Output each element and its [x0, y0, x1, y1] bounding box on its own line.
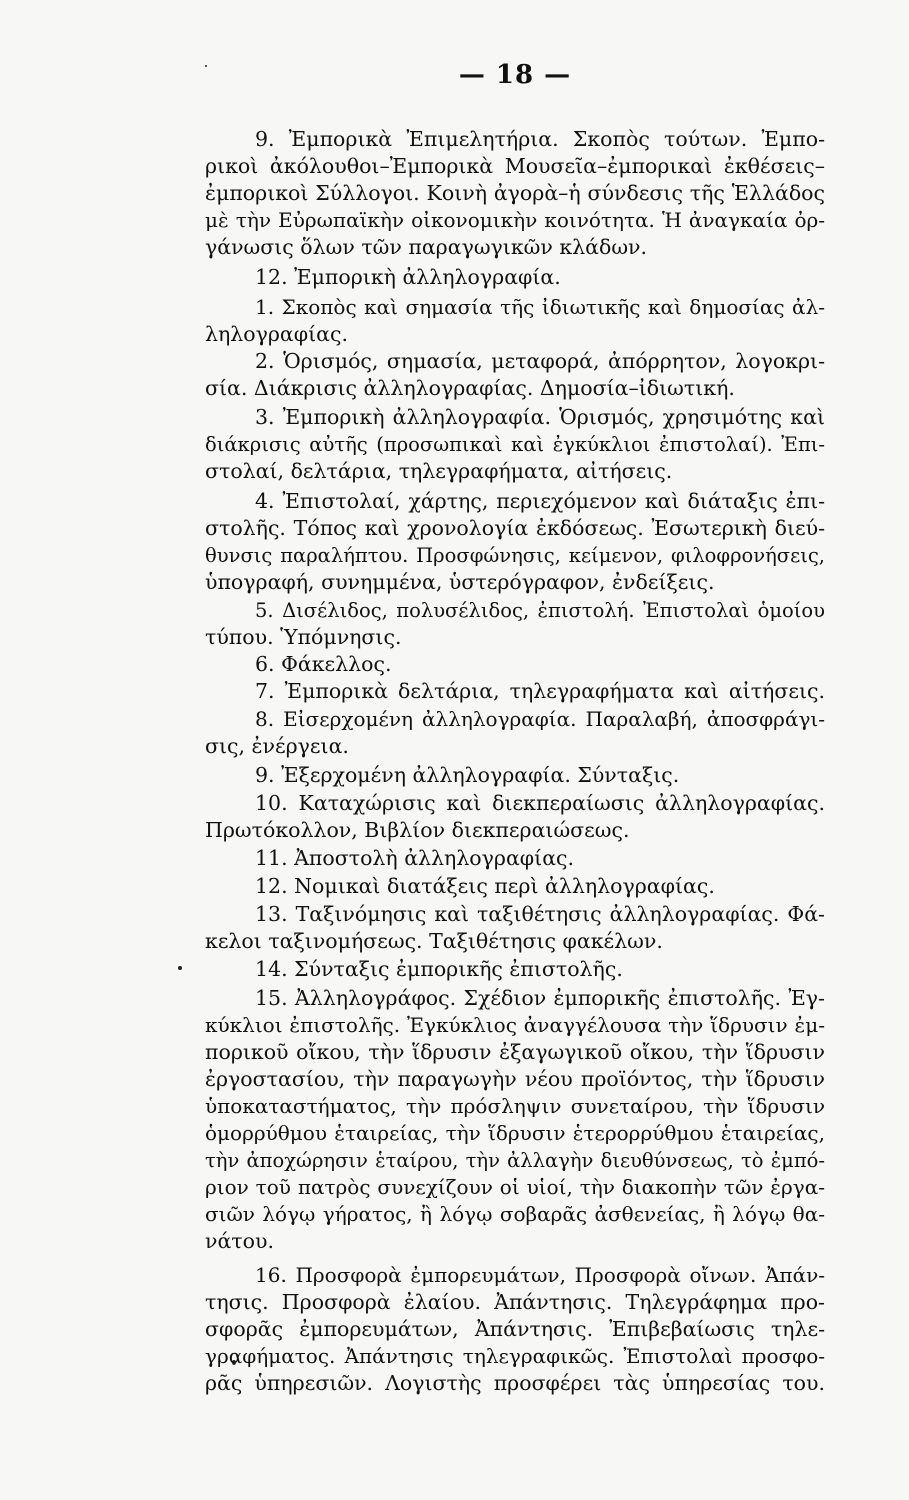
- text-line: γραφήματος. Ἀπάντησις τηλεγραφικῶς. Ἐπιστολαὶ προσφο-: [205, 1344, 825, 1368]
- text-line: 14. Σύνταξις ἐμπορικῆς ἐπιστολῆς.: [255, 957, 623, 981]
- text-line: 7. Ἐμπορικὰ δελτάρια, τηλεγραφήματα καὶ αἰτήσεις.: [255, 679, 825, 703]
- text-line: διάκρισις αὐτῆς (προσωπικαὶ καὶ ἐγκύκλιοι ἐπιστολαί). Ἐπι-: [205, 433, 825, 456]
- text-line: ἐργοστασίου, τὴν παραγωγὴν νέου προϊόντος, τὴν ἵδρυσιν: [205, 1067, 825, 1091]
- text-line: νάτου.: [205, 1229, 274, 1253]
- text-line: μὲ τὴν Εὐρωπαϊκὴν οἰκονομικὴν κοινότητα. Ἡ ἀναγκαία ὀρ-: [205, 208, 825, 232]
- text-line: 15. Ἀλληλογράφος. Σχέδιον ἐμπορικῆς ἐπιστολῆς. Ἐγ-: [255, 986, 825, 1010]
- text-line: θυνσις παραλήπτου. Προσφώνησις, κείμενον, φιλοφρονήσεις,: [205, 544, 825, 567]
- print-speck: [178, 966, 182, 970]
- text-line: ὁμορρύθμου ἑταιρείας, τὴν ἵδρυσιν ἑτερορρύθμου ἑταιρείας,: [205, 1121, 825, 1145]
- text-line: ρᾶς ὑπηρεσιῶν. Λογιστὴς προσφέρει τὰς ὑπηρεσίας του.: [205, 1371, 825, 1395]
- text-line: σις, ἐνέργεια.: [205, 734, 349, 758]
- text-line: 13. Ταξινόμησις καὶ ταξιθέτησις ἀλληλογραφίας. Φά-: [255, 902, 825, 926]
- text-line: ὑπογραφή, συνημμένα, ὑστερόγραφον, ἐνδείξεις.: [205, 570, 715, 594]
- text-line: ριον τοῦ πατρὸς συνεχίζουν οἱ υἱοί, τὴν διακοπὴν τῶν ἐργα-: [205, 1175, 825, 1199]
- text-line: ὑποκαταστήματος, τὴν πρόσληψιν συνεταίρου, τὴν ἵδρυσιν: [205, 1094, 825, 1118]
- page-number: — 18 —: [458, 60, 572, 90]
- text-line: 11. Ἀποστολὴ ἀλληλογραφίας.: [255, 846, 575, 870]
- text-line: 10. Καταχώρισις καὶ διεκπεραίωσις ἀλληλογραφίας.: [255, 791, 825, 815]
- text-line: 3. Ἐμπορικὴ ἀλληλογραφία. Ὁρισμός, χρησιμότης καὶ: [255, 405, 825, 429]
- text-line: ρικοὶ ἀκόλουθοι–Ἐμπορικὰ Μουσεῖα–ἐμπορικαὶ ἐκθέσεις–: [205, 154, 825, 178]
- text-line: τύπου. Ὑπόμνησις.: [205, 625, 402, 649]
- text-line: γάνωσις ὅλων τῶν παραγωγικῶν κλάδων.: [205, 235, 648, 259]
- text-line: 9. Ἐξερχομένη ἀλληλογραφία. Σύνταξις.: [255, 763, 680, 787]
- text-line: 8. Εἰσερχομένη ἀλληλογραφία. Παραλαβή, ἀποσφράγι-: [255, 707, 825, 731]
- text-line: ἐμπορικοὶ Σύλλογοι. Κοινὴ ἀγορὰ–ἡ σύνδεσις τῆς Ἑλλάδος: [205, 181, 825, 205]
- text-line: ληλογραφίας.: [205, 322, 348, 346]
- text-line: 4. Ἐπιστολαί, χάρτης, περιεχόμενον καὶ διάταξις ἐπι-: [255, 489, 825, 513]
- text-line: τησις. Προσφορὰ ἐλαίου. Ἀπάντησις. Τηλεγράφημα προ-: [205, 1290, 825, 1314]
- text-line: κελοι ταξινομήσεως. Ταξιθέτησις φακέλων.: [205, 929, 663, 953]
- text-line: πορικοῦ οἴκου, τὴν ἵδρυσιν ἐξαγωγικοῦ οἴκου, τὴν ἵδρυσιν: [205, 1040, 825, 1064]
- text-line: σιῶν λόγῳ γήρατος, ἢ λόγῳ σοβαρᾶς ἀσθενείας, ἢ λόγῳ θα-: [205, 1202, 825, 1226]
- text-line: 16. Προσφορὰ ἐμπορευμάτων, Προσφορὰ οἴνων. Ἀπάν-: [255, 1263, 825, 1287]
- text-line: στολῆς. Τόπος καὶ χρονολογία ἐκδόσεως. Ἐσωτερικὴ διεύ-: [205, 516, 825, 540]
- text-line: κύκλιοι ἐπιστολῆς. Ἐγκύκλιος ἀναγγέλουσα τὴν ἵδρυσιν ἐμ-: [205, 1013, 825, 1037]
- text-line: 9. Ἐμπορικὰ Ἐπιμελητήρια. Σκοπὸς τούτων. Ἐμπο-: [255, 127, 825, 151]
- text-line: 6. Φάκελλος.: [255, 652, 392, 676]
- text-line: 5. Δισέλιδος, πολυσέλιδος, ἐπιστολή. Ἐπιστολαὶ ὁμοίου: [255, 599, 825, 622]
- text-line: σία. Διάκρισις ἀλληλογραφίας. Δημοσία–ἰδιωτική.: [205, 376, 735, 400]
- text-line: σφορᾶς ἐμπορευμάτων, Ἀπάντησις. Ἐπιβεβαίωσις τηλε-: [205, 1317, 825, 1341]
- text-line: στολαί, δελτάρια, τηλεγραφήματα, αἰτήσεις.: [205, 459, 673, 483]
- section-heading: 12. Ἐμπορικὴ ἀλληλογραφία.: [255, 265, 561, 289]
- text-line: 12. Νομικαὶ διατάξεις περὶ ἀλληλογραφίας.: [255, 874, 715, 898]
- text-line: 1. Σκοπὸς καὶ σημασία τῆς ἰδιωτικῆς καὶ δημοσίας ἀλ-: [255, 295, 825, 319]
- text-line: Πρωτόκολλον, Βιβλίον διεκπεραιώσεως.: [205, 818, 630, 842]
- text-line: τὴν ἀποχώρησιν ἑταίρου, τὴν ἀλλαγὴν διευθύνσεως, τὸ ἐμπό-: [205, 1149, 825, 1172]
- text-line: 2. Ὁρισμός, σημασία, μεταφορά, ἀπόρρητον, λογοκρι-: [255, 349, 825, 373]
